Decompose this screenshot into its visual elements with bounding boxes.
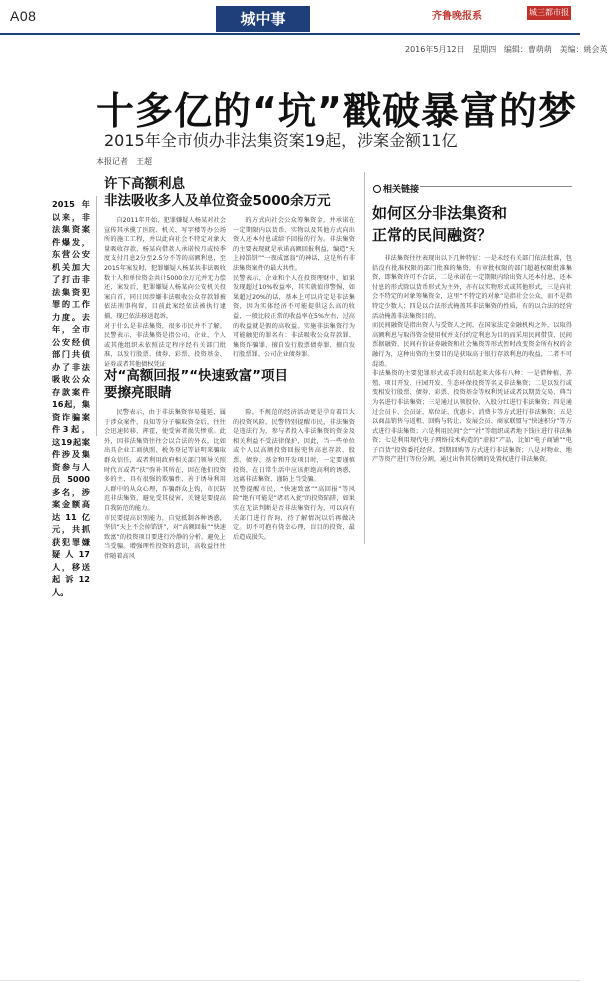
newspaper-sub-brand: 城三都市报 bbox=[527, 6, 571, 20]
section2-column-2: 险，不规范的经济活动更是孕育着巨大的投资风险。民警特别提醒市民，非法集资是违法行为，参与者投入非法集资的资金及相关利益不受法律保护，因此，当一些单位或个人以高额投资回报兜售高息存款、股票、债券、基金和开发项目时，一定要谨慎投资，在日常生活中应该拒绝高利的诱惑，远离非法集资、谨防上当受骗。 民警提醒市民，“快速致富”“高回报”等风险“绝有可能是”诸君入瓮”的投资陷阱，如果实在无法判断是否非法集资行为，可以向有关部门进行咨询，待了解情况以后再做决定。切不可抱有侥幸心理，盲目的投资，最后造成损失。 bbox=[233, 409, 355, 541]
sub-headline: 2015年全市侦办非法集资案19起，涉案金额11亿 bbox=[104, 131, 458, 150]
section-tab: 城中事 bbox=[216, 6, 310, 32]
section2-column-1: 民警表示，由于非法集资容易蔓延、属于涉众案件，良知等分子骗取资金后，往往会迅速转移、挥霍，使受害者损失惨重。此外，因非法集资往往会以合法的外衣，比如出具企业工商执照、税务登记等证明来骗取群众信任，或者利用政府相关部门领导关照时代言或者“扶”弥补其所在，因在他们投资多的主，具有很强的欺骗性，善于诱导利用人群中的从众心理，诈骗群众上钩，市民防范非法集资，避免受其侵害，关键是要提高自我防范的能力。 市民要提高识别能力，自觉抵制各种诱惑，坚信“天上不会掉馅饼”，对“高额回报”“快速致富”的投资项目要进行冷静的分析，避免上当受骗。增强理性投资的意识，高收益往往伴随着高风 bbox=[104, 409, 226, 560]
related-link-label: 相关链接 bbox=[383, 185, 420, 195]
section1-column-2: 的方式向社会公众筹集资金，并承诺在一定期限内以货币、实物以及其他方式向出资人还本付息或给予回报的行为。非法集资的主要表现就是承诺高额回报利益，编造“天上掉馅饼”“一夜成富翁”的神话，这是所有非法集资案件的最大共性。 民警表示，企业和个人在投资理财中，如果发现超过10%收益率，其实就值得警惕，如果超过20%的话，基本上可以肯定是非法集资，因为实体经济不可能提供这么高的收益，一般比较正常的收益率在5%左右，过高的收益就是假的高收益。实施非法集资行为可能触犯的罪名有：非法吸收公众存款罪、集资诈骗罪、擅自发行股票债券罪、擅自发行股票罪、公司企业债券罪。 bbox=[233, 217, 355, 359]
header-rule bbox=[0, 33, 580, 35]
section-title-high-interest: 许下高额利息 非法吸收多人及单位资金5000余万元 bbox=[104, 176, 331, 209]
designer-credit: 美编：姚会英 bbox=[559, 45, 608, 54]
newspaper-brand: 齐鲁晚报系 bbox=[432, 11, 482, 22]
issue-date: 2016年5月12日 bbox=[405, 45, 465, 54]
sidebar-divider bbox=[364, 172, 365, 544]
link-bullet-icon bbox=[373, 185, 381, 193]
byline: 本报记者 王超 bbox=[96, 157, 152, 166]
editor-credit: 编辑：曹萌萌 bbox=[503, 45, 552, 54]
related-link-rule bbox=[420, 186, 572, 187]
sidebar-title: 如何区分非法集资和 正常的民间融资？ bbox=[372, 204, 508, 244]
lead-summary: 2015年以来，非法集资案件爆发，东营公安机关加大了打击非法集资犯罪的工作力度。去年，全市公安经侦部门共侦办了非法吸收公众存款案件16起，集资诈骗案件3起，这19起案件涉及集资参与人员5000多名，涉案金额高达11亿元，共抓获犯罪嫌疑人17人，移送起诉12人。 bbox=[52, 199, 90, 597]
issue-meta bbox=[405, 44, 608, 55]
section1-column-1: 自2011年开始，犯罪嫌疑人杨某对社会宣传其承揽了医院、机关、写字楼等办公场所的施工工程，并以此向社会不特定对象大量吸收存款，杨某向借款人承诺按月或按季度支付月息2分至2.5分不等的高额利息，至2015年案发时，犯罪嫌疑人杨某共非法吸收数十人和单位资金共计5000余万元并无力偿还，案发后，犯罪嫌疑人杨某向公安机关投案自首，同日因涉嫌非法吸收公众存款罪被依法刑事拘留，目前此案经依法被执行逮捕，现已依法移送起诉。 对于什么是非法集资，很多市民并不了解。民警表示，非法集资是指公司、企业、个人或其他组织未依照法定程序经有关部门批准，以发行股票、债券、彩票、投资基金、证券或者其他债权凭证 bbox=[104, 217, 226, 368]
main-headline: 十多亿的“坑”戳破暴富的梦 bbox=[96, 89, 577, 133]
section-title-beware-high-return: 对“高额回报”“快速致富”项目 要擦亮眼睛 bbox=[104, 368, 288, 401]
page-number: A08 bbox=[10, 8, 37, 24]
page-bottom-rule bbox=[0, 980, 580, 981]
issue-weekday: 星期四 bbox=[472, 45, 497, 54]
sidebar-body: 非法集资往往表现出以下几种特征：一是未经有关部门依法批准，包括没有批准权限的部门批准的集资，有审批权限的部门超越权限批准集资，即集资许可不合法，二是承诺在一定期限内给出资人还本付息，还本付息的形式除以货币形式为主外，亦有以实物形式或其他形式，三是向社会不特定的对象筹集资金，这里“不特定的对象”是指社会公众，而不是指特定少数人；四是以合法形式掩盖其非法集资的性质，有的以合法的经营活动掩盖非法集资目的。 而民间融资是指出资人与受资人之间，在国家法定金融机构之外，以取得高额利息与取得资金使用权并支付约定利息为目的而采用民间借贷、民间票据融资、民间有价证券融资和社会集资等形式暂时改变资金所有权的金融行为，这种出资的主要目的是获取高于银行存款利息的收益，二者不可混淆。 非法集资的主要犯罪形式或手段归结起来大体有八种：一是借种植、养殖、项目开发、庄园开发、生态环保投资等名义非法集资；二是以发行或变相发行股票、债券、彩票、投资基金等权利凭证或者以期货交易、典当为名进行非法集资；三是通过认领股份、入股分红进行非法集资；四是通过会员卡、会员证、席位证、优惠卡、消费卡等方式进行非法集资；五是以商品销售与返租、回购与转让、发展会员、商家联盟与“快速积分”等方式进行非法集资；六是利用民间“会”“社”等组织或者地下钱庄进行非法集资；七是利用现代电子网络技术构造的“虚拟”产品，比如“电子商铺”“电子百货”投资委托经营、到期回购等方式进行非法集资；八是对物业、地产等资产进行等份分割，通过出售其份额的处置权进行非法集资。 bbox=[372, 255, 572, 464]
column-divider bbox=[96, 196, 97, 436]
